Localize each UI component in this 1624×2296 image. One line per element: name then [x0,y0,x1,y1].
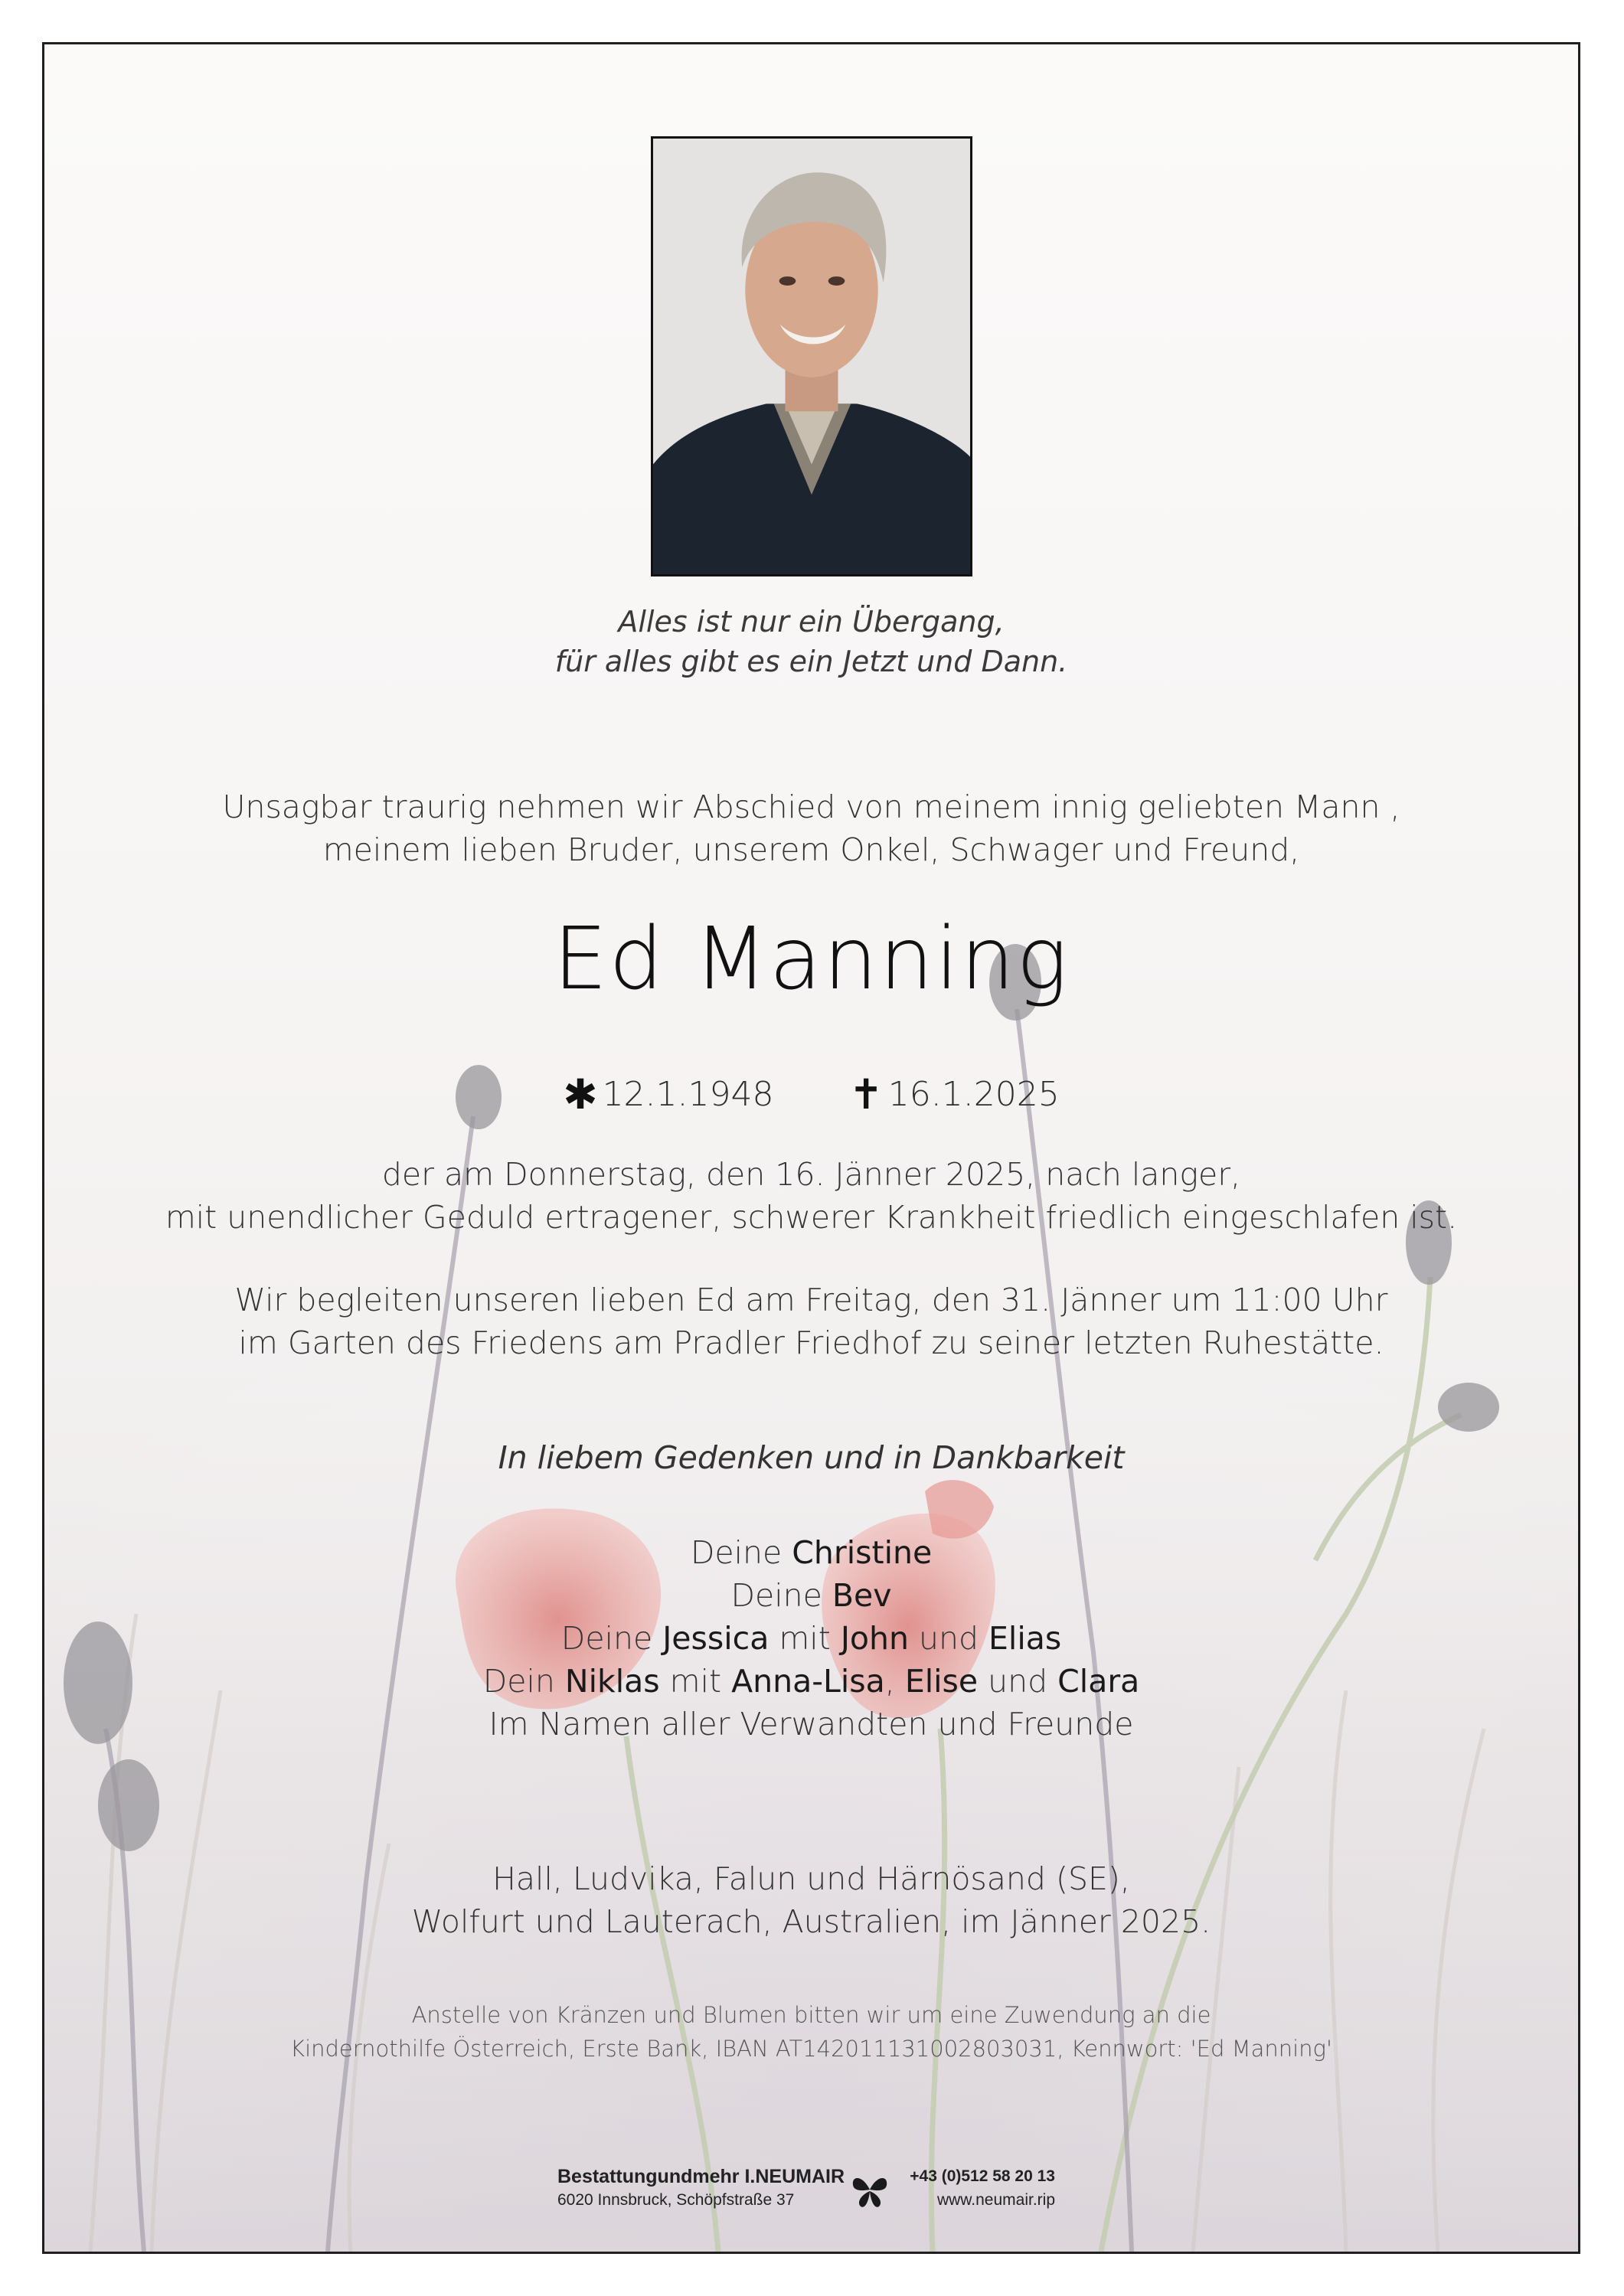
funeral-line-2: im Garten des Friedens am Pradler Friedhof zu seiner letzten Ruhestätte. [238,1324,1384,1361]
quote-line-1: Alles ist nur ein Übergang, [618,605,1005,639]
funeral-home-phone: +43 (0)512 58 20 13 [910,2167,1055,2185]
family-line-3: Deine Jessica mit John und Elias [560,1620,1062,1657]
funeral-home-footer [44,2165,1578,2219]
funeral-home-contact [902,2165,1055,2211]
place-date-block [44,1857,1578,1943]
place-line-2: Wolfurt und Lauterach, Australien, im Jänner 2025. [411,1903,1211,1940]
place-line-1: Hall, Ludvika, Falun und Härnösand (SE), [492,1860,1130,1897]
deceased-name: Ed Manning [553,910,1070,1009]
family-line-2: Deine Bev [730,1577,892,1614]
birth-star-icon: ✱ [563,1070,598,1119]
funeral-home-name: Bestattungundmehr I.NEUMAIR [557,2166,845,2187]
page-frame [42,42,1580,2254]
death-date: 16.1.2025 [887,1075,1060,1114]
intro-line-2: meinem lieben Bruder, unserem Onkel, Schwager und Freund, [322,831,1300,868]
life-dates [44,1070,1578,1119]
donation-line-2: Kindernothilfe Österreich, Erste Bank, IBAN AT142011131002803031, Kennwort: 'Ed Manning' [290,2036,1332,2062]
intro-block [44,785,1578,871]
passing-line-2: mit unendlicher Geduld ertragener, schwerer Krankheit friedlich eingeschlafen ist. [165,1199,1458,1236]
family-list [44,1531,1578,1746]
funeral-paragraph [44,1279,1578,1364]
birth-date: 12.1.1948 [602,1075,774,1114]
donation-line-1: Anstelle von Kränzen und Blumen bitten wir um eine Zuwendung an die [411,2002,1211,2028]
quote-block [44,602,1578,681]
passing-line-1: der am Donnerstag, den 16. Jänner 2025, nach langer, [381,1156,1241,1193]
butterfly-icon [848,2168,891,2211]
intro-line-1: Unsagbar traurig nehmen wir Abschied von meinem innig geliebten Mann , [222,789,1400,825]
funeral-home-address: 6020 Innsbruck, Schöpfstraße 37 [557,2191,795,2209]
funeral-home-website: www.neumair.rip [936,2191,1055,2209]
death-cross-icon: ✝ [848,1070,884,1119]
donation-note [44,1998,1578,2066]
portrait-photo [651,136,972,576]
quote-line-2: für alles gibt es ein Jetzt und Dann. [554,645,1068,678]
funeral-home-info [557,2165,845,2211]
family-line-5: Im Namen aller Verwandten und Freunde [489,1706,1134,1742]
family-line-4: Dein Niklas mit Anna-Lisa, Elise und Clara [482,1663,1140,1700]
funeral-line-1: Wir begleiten unseren lieben Ed am Freitag, den 31. Jänner um 11:00 Uhr [234,1282,1388,1318]
passing-paragraph [44,1153,1578,1239]
family-line-1: Deine Christine [690,1534,933,1571]
memory-line: In liebem Gedenken und in Dankbarkeit [498,1439,1125,1476]
